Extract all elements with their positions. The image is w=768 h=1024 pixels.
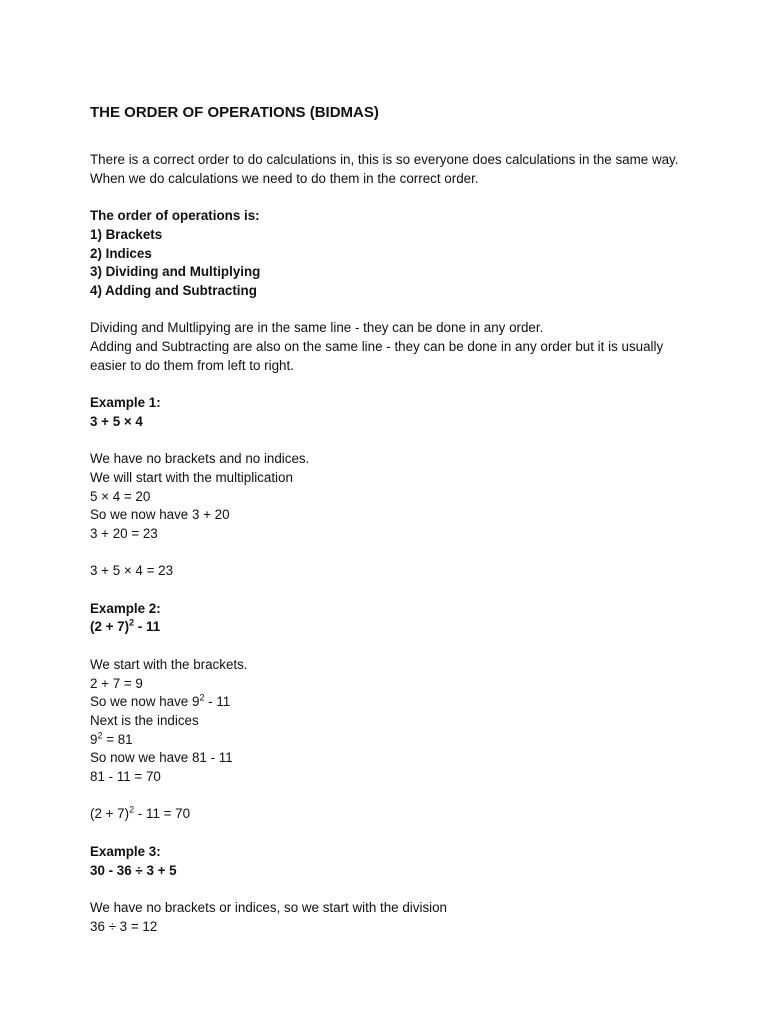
example-2-step: Next is the indices bbox=[90, 712, 199, 728]
example-2-problem: $(2 + 7)^2 - 11$ bbox=[90, 618, 161, 635]
example-3-step: We have no brackets or indices, so we start with the division bbox=[90, 899, 448, 915]
example-1-heading: Example 1: bbox=[90, 395, 161, 411]
example-3-problem: 30 - 36 ÷ 3 + 5 bbox=[90, 862, 177, 878]
order-item-indices: 2) Indices bbox=[90, 245, 152, 261]
spacer bbox=[90, 787, 680, 806]
spacer bbox=[90, 432, 680, 451]
order-item-dividing-multiplying: 3) Dividing and Multiplying bbox=[90, 264, 261, 280]
document-page bbox=[90, 102, 680, 936]
spacer bbox=[90, 301, 680, 320]
example-2-step: So now we have 81 - 11 bbox=[90, 750, 233, 766]
note-dividing-multiplying: Dividing and Multlipying are in the same line - they can be done in any order. bbox=[90, 320, 544, 336]
example-1-answer: 3 + 5 × 4 = 23 bbox=[90, 563, 174, 579]
example-1-step: 5 × 4 = 20 bbox=[90, 488, 151, 504]
example-2-answer: $(2 + 7)^2 - 11 = 70$ bbox=[90, 805, 191, 822]
example-1-step: So we now have 3 + 20 bbox=[90, 507, 230, 523]
spacer bbox=[90, 544, 680, 563]
intro-paragraph: There is a correct order to do calculations in, this is so everyone does calculations in the same way. When we do calculations we need to do them in the correct order. bbox=[90, 152, 679, 186]
example-2-step: So we now have $9^2 - 11$ bbox=[90, 692, 231, 710]
example-2-step: We start with the brackets. bbox=[90, 656, 248, 672]
example-2-step: 81 - 11 = 70 bbox=[90, 769, 161, 785]
note-adding-subtracting: Adding and Subtracting are also on the same line - they can be done in any order but it is usually easier to do them from left to right. bbox=[90, 339, 664, 373]
example-1-step: We have no brackets and no indices. bbox=[90, 451, 310, 467]
order-item-adding-subtracting: 4) Adding and Subtracting bbox=[90, 282, 257, 298]
example-3-heading: Example 3: bbox=[90, 843, 161, 859]
order-heading: The order of operations is: bbox=[90, 208, 260, 224]
example-1-step: We will start with the multiplication bbox=[90, 469, 293, 485]
example-2-heading: Example 2: bbox=[90, 600, 161, 616]
spacer bbox=[90, 637, 680, 656]
spacer bbox=[90, 188, 680, 207]
example-3-step: 36 ÷ 3 = 12 bbox=[90, 918, 158, 934]
example-2-step: $9^2 = 81$ bbox=[90, 730, 133, 747]
spacer bbox=[90, 581, 680, 600]
order-item-brackets: 1) Brackets bbox=[90, 226, 163, 242]
spacer bbox=[90, 375, 680, 394]
example-2-step: 2 + 7 = 9 bbox=[90, 675, 143, 691]
spacer bbox=[90, 880, 680, 899]
spacer bbox=[90, 824, 680, 843]
example-1-step: 3 + 20 = 23 bbox=[90, 526, 158, 541]
example-1-problem: 3 + 5 × 4 bbox=[90, 413, 143, 429]
document-title: THE ORDER OF OPERATIONS (BIDMAS) bbox=[90, 104, 379, 121]
